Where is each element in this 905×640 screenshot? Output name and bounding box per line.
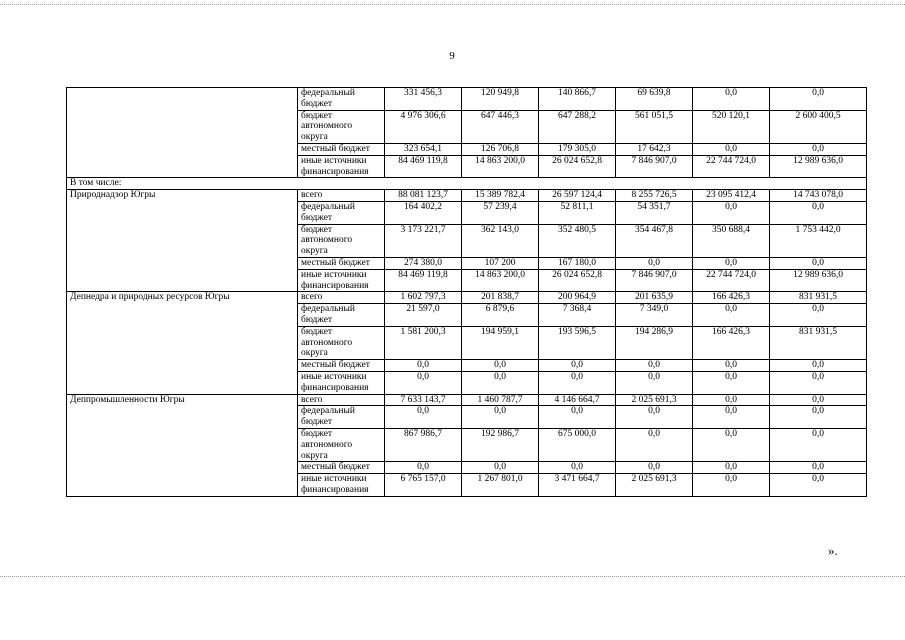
- value-cell: 0,0: [539, 371, 616, 394]
- value-cell: 0,0: [462, 406, 539, 429]
- value-cell: 201 635,9: [616, 292, 693, 304]
- value-cell: 0,0: [770, 360, 867, 372]
- section-row: [67, 178, 867, 190]
- organization-cell: Деппромышленности Югры: [67, 394, 298, 496]
- value-cell: 0,0: [770, 428, 867, 461]
- value-cell: 179 305,0: [539, 143, 616, 155]
- funding-source-cell: всего: [298, 190, 385, 202]
- value-cell: 331 456,3: [385, 88, 462, 111]
- value-cell: 0,0: [770, 371, 867, 394]
- value-cell: 0,0: [693, 474, 770, 497]
- value-cell: 193 596,5: [539, 326, 616, 359]
- value-cell: 7 633 143,7: [385, 394, 462, 406]
- value-cell: 14 743 078,0: [770, 190, 867, 202]
- value-cell: 647 288,2: [539, 110, 616, 143]
- value-cell: 14 863 200,0: [462, 155, 539, 178]
- value-cell: 0,0: [616, 462, 693, 474]
- value-cell: 0,0: [770, 406, 867, 429]
- value-cell: 354 467,8: [616, 224, 693, 257]
- value-cell: 21 597,0: [385, 304, 462, 327]
- value-cell: 26 024 652,8: [539, 155, 616, 178]
- value-cell: 0,0: [770, 474, 867, 497]
- value-cell: 0,0: [693, 143, 770, 155]
- value-cell: 7 846 907,0: [616, 269, 693, 292]
- value-cell: 0,0: [385, 462, 462, 474]
- value-cell: 166 426,3: [693, 326, 770, 359]
- value-cell: 88 081 123,7: [385, 190, 462, 202]
- value-cell: 12 989 636,0: [770, 155, 867, 178]
- value-cell: 8 255 726,5: [616, 190, 693, 202]
- funding-source-cell: бюджет автономного округа: [298, 110, 385, 143]
- value-cell: 323 654,1: [385, 143, 462, 155]
- value-cell: 84 469 119,8: [385, 269, 462, 292]
- scan-edge-bottom: [0, 576, 905, 577]
- value-cell: 107 200: [462, 257, 539, 269]
- funding-source-cell: федеральный бюджет: [298, 406, 385, 429]
- table-row: [67, 88, 867, 111]
- value-cell: 192 986,7: [462, 428, 539, 461]
- value-cell: 0,0: [616, 428, 693, 461]
- value-cell: 0,0: [693, 201, 770, 224]
- value-cell: 0,0: [770, 88, 867, 111]
- value-cell: 350 688,4: [693, 224, 770, 257]
- value-cell: 6 879,6: [462, 304, 539, 327]
- value-cell: 6 765 157,0: [385, 474, 462, 497]
- value-cell: 52 811,1: [539, 201, 616, 224]
- value-cell: 352 480,5: [539, 224, 616, 257]
- value-cell: 194 286,9: [616, 326, 693, 359]
- budget-table-body: [67, 88, 867, 497]
- value-cell: 0,0: [462, 360, 539, 372]
- value-cell: 12 989 636,0: [770, 269, 867, 292]
- funding-source-cell: иные источники финансирования: [298, 474, 385, 497]
- value-cell: 0,0: [770, 257, 867, 269]
- funding-source-cell: бюджет автономного округа: [298, 428, 385, 461]
- value-cell: 201 838,7: [462, 292, 539, 304]
- value-cell: 0,0: [770, 201, 867, 224]
- funding-source-cell: местный бюджет: [298, 462, 385, 474]
- budget-table: [66, 87, 867, 497]
- value-cell: 0,0: [770, 462, 867, 474]
- value-cell: 22 744 724,0: [693, 269, 770, 292]
- value-cell: 0,0: [539, 360, 616, 372]
- value-cell: 0,0: [616, 257, 693, 269]
- value-cell: 0,0: [539, 406, 616, 429]
- value-cell: 84 469 119,8: [385, 155, 462, 178]
- value-cell: 3 173 221,7: [385, 224, 462, 257]
- value-cell: 0,0: [693, 428, 770, 461]
- value-cell: 7 368,4: [539, 304, 616, 327]
- value-cell: 0,0: [770, 304, 867, 327]
- value-cell: 200 964,9: [539, 292, 616, 304]
- value-cell: 0,0: [385, 406, 462, 429]
- value-cell: 0,0: [462, 371, 539, 394]
- value-cell: 164 402,2: [385, 201, 462, 224]
- value-cell: 2 025 691,3: [616, 474, 693, 497]
- funding-source-cell: иные источники финансирования: [298, 155, 385, 178]
- scan-edge-top: [0, 4, 905, 5]
- value-cell: 0,0: [693, 360, 770, 372]
- value-cell: 867 986,7: [385, 428, 462, 461]
- funding-source-cell: местный бюджет: [298, 360, 385, 372]
- value-cell: 675 000,0: [539, 428, 616, 461]
- value-cell: 120 949,8: [462, 88, 539, 111]
- funding-source-cell: иные источники финансирования: [298, 371, 385, 394]
- value-cell: 274 380,0: [385, 257, 462, 269]
- value-cell: 0,0: [385, 371, 462, 394]
- funding-source-cell: федеральный бюджет: [298, 201, 385, 224]
- value-cell: 15 389 782,4: [462, 190, 539, 202]
- value-cell: 1 267 801,0: [462, 474, 539, 497]
- value-cell: 57 239,4: [462, 201, 539, 224]
- value-cell: 0,0: [770, 143, 867, 155]
- value-cell: 647 446,3: [462, 110, 539, 143]
- value-cell: 1 602 797,3: [385, 292, 462, 304]
- value-cell: 3 471 664,7: [539, 474, 616, 497]
- value-cell: 1 753 442,0: [770, 224, 867, 257]
- table-row: [67, 394, 867, 406]
- value-cell: 0,0: [693, 88, 770, 111]
- value-cell: 126 706,8: [462, 143, 539, 155]
- organization-cell: Депнедра и природных ресурсов Югры: [67, 292, 298, 394]
- funding-source-cell: местный бюджет: [298, 257, 385, 269]
- page-number: 9: [449, 50, 455, 62]
- value-cell: 2 600 400,5: [770, 110, 867, 143]
- value-cell: 23 095 412,4: [693, 190, 770, 202]
- value-cell: 0,0: [385, 360, 462, 372]
- value-cell: 194 959,1: [462, 326, 539, 359]
- value-cell: 4 146 664,7: [539, 394, 616, 406]
- closing-quote-mark: ».: [828, 543, 838, 558]
- value-cell: 0,0: [770, 394, 867, 406]
- value-cell: 0,0: [539, 462, 616, 474]
- value-cell: 0,0: [616, 371, 693, 394]
- value-cell: 1 581 200,3: [385, 326, 462, 359]
- funding-source-cell: местный бюджет: [298, 143, 385, 155]
- funding-source-cell: всего: [298, 292, 385, 304]
- value-cell: 7 349,0: [616, 304, 693, 327]
- value-cell: 4 976 306,6: [385, 110, 462, 143]
- value-cell: 0,0: [693, 406, 770, 429]
- organization-cell: [67, 88, 298, 178]
- value-cell: 0,0: [616, 360, 693, 372]
- value-cell: 7 846 907,0: [616, 155, 693, 178]
- funding-source-cell: бюджет автономного округа: [298, 326, 385, 359]
- value-cell: 0,0: [693, 371, 770, 394]
- value-cell: 0,0: [693, 394, 770, 406]
- table-row: [67, 292, 867, 304]
- funding-source-cell: бюджет автономного округа: [298, 224, 385, 257]
- value-cell: 166 426,3: [693, 292, 770, 304]
- value-cell: 561 051,5: [616, 110, 693, 143]
- value-cell: 17 642,3: [616, 143, 693, 155]
- value-cell: 520 120,1: [693, 110, 770, 143]
- value-cell: 140 866,7: [539, 88, 616, 111]
- value-cell: 26 024 652,8: [539, 269, 616, 292]
- funding-source-cell: иные источники финансирования: [298, 269, 385, 292]
- table-row: [67, 190, 867, 202]
- value-cell: 69 639,8: [616, 88, 693, 111]
- value-cell: 2 025 691,3: [616, 394, 693, 406]
- value-cell: 14 863 200,0: [462, 269, 539, 292]
- value-cell: 0,0: [693, 257, 770, 269]
- funding-source-cell: федеральный бюджет: [298, 304, 385, 327]
- section-label: В том числе:: [67, 178, 867, 190]
- value-cell: 22 744 724,0: [693, 155, 770, 178]
- value-cell: 362 143,0: [462, 224, 539, 257]
- value-cell: 1 460 787,7: [462, 394, 539, 406]
- value-cell: 54 351,7: [616, 201, 693, 224]
- funding-source-cell: федеральный бюджет: [298, 88, 385, 111]
- value-cell: 831 931,5: [770, 292, 867, 304]
- value-cell: 831 931,5: [770, 326, 867, 359]
- value-cell: 0,0: [616, 406, 693, 429]
- value-cell: 26 597 124,4: [539, 190, 616, 202]
- funding-source-cell: всего: [298, 394, 385, 406]
- value-cell: 167 180,0: [539, 257, 616, 269]
- organization-cell: Природнадзор Югры: [67, 190, 298, 292]
- value-cell: 0,0: [693, 462, 770, 474]
- value-cell: 0,0: [462, 462, 539, 474]
- value-cell: 0,0: [693, 304, 770, 327]
